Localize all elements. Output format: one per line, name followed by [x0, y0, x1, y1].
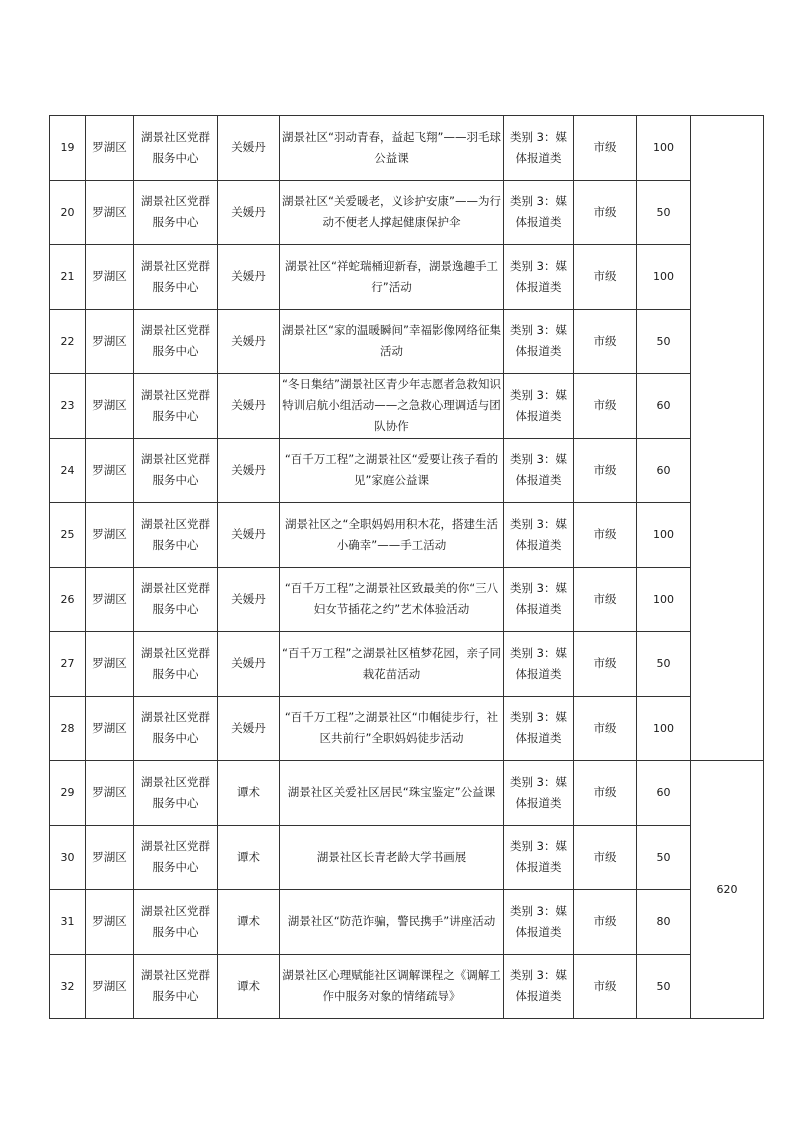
person-cell: 关媛丹	[218, 567, 280, 632]
person-cell: 关媛丹	[218, 374, 280, 439]
organization-cell: 湖景社区党群服务中心	[134, 761, 218, 826]
activity-title-cell: 湖景社区“祥蛇瑞桶迎新春，湖景逸趣手工行”活动	[280, 245, 504, 310]
level-cell: 市级	[574, 309, 637, 374]
category-cell: 类别 3：媒体报道类	[504, 245, 574, 310]
district-cell: 罗湖区	[86, 632, 134, 697]
district-cell: 罗湖区	[86, 890, 134, 955]
category-cell: 类别 3：媒体报道类	[504, 825, 574, 890]
level-cell: 市级	[574, 503, 637, 568]
category-cell: 类别 3：媒体报道类	[504, 696, 574, 761]
category-cell: 类别 3：媒体报道类	[504, 761, 574, 826]
score-cell: 100	[637, 503, 691, 568]
level-cell: 市级	[574, 954, 637, 1019]
district-cell: 罗湖区	[86, 567, 134, 632]
row-number: 30	[50, 825, 86, 890]
organization-cell: 湖景社区党群服务中心	[134, 696, 218, 761]
activity-title-cell: “百千万工程”之湖景社区“爱要让孩子看的见”家庭公益课	[280, 438, 504, 503]
organization-cell: 湖景社区党群服务中心	[134, 954, 218, 1019]
level-cell: 市级	[574, 761, 637, 826]
level-cell: 市级	[574, 180, 637, 245]
row-number: 27	[50, 632, 86, 697]
row-number: 26	[50, 567, 86, 632]
table-row	[50, 954, 764, 1019]
organization-cell: 湖景社区党群服务中心	[134, 890, 218, 955]
category-cell: 类别 3：媒体报道类	[504, 632, 574, 697]
level-cell: 市级	[574, 825, 637, 890]
organization-cell: 湖景社区党群服务中心	[134, 825, 218, 890]
activity-title-cell: 湖景社区长青老龄大学书画展	[280, 825, 504, 890]
organization-cell: 湖景社区党群服务中心	[134, 503, 218, 568]
activity-title-cell: 湖景社区“关爱暖老，义诊护安康”——为行动不便老人撑起健康保护伞	[280, 180, 504, 245]
table-row	[50, 567, 764, 632]
score-cell: 100	[637, 245, 691, 310]
table-row	[50, 890, 764, 955]
level-cell: 市级	[574, 116, 637, 181]
row-number: 29	[50, 761, 86, 826]
level-cell: 市级	[574, 245, 637, 310]
group-total-cell-empty	[691, 116, 764, 761]
person-cell: 谭术	[218, 825, 280, 890]
district-cell: 罗湖区	[86, 245, 134, 310]
activity-title-cell: 湖景社区之“全职妈妈用积木花，搭建生活小确幸”——手工活动	[280, 503, 504, 568]
district-cell: 罗湖区	[86, 438, 134, 503]
category-cell: 类别 3：媒体报道类	[504, 503, 574, 568]
activity-title-cell: “百千万工程”之湖景社区致最美的你“三八妇女节插花之约”艺术体验活动	[280, 567, 504, 632]
category-cell: 类别 3：媒体报道类	[504, 438, 574, 503]
district-cell: 罗湖区	[86, 180, 134, 245]
row-number: 23	[50, 374, 86, 439]
category-cell: 类别 3：媒体报道类	[504, 374, 574, 439]
table-body	[50, 116, 764, 1019]
table-row	[50, 761, 764, 826]
score-cell: 50	[637, 180, 691, 245]
score-cell: 80	[637, 890, 691, 955]
level-cell: 市级	[574, 567, 637, 632]
table-row	[50, 438, 764, 503]
score-cell: 50	[637, 954, 691, 1019]
table-row	[50, 632, 764, 697]
table-row	[50, 825, 764, 890]
row-number: 19	[50, 116, 86, 181]
district-cell: 罗湖区	[86, 696, 134, 761]
table-row	[50, 374, 764, 439]
category-cell: 类别 3：媒体报道类	[504, 954, 574, 1019]
person-cell: 关媛丹	[218, 116, 280, 181]
activity-title-cell: 湖景社区关爱社区居民“珠宝鉴定”公益课	[280, 761, 504, 826]
category-cell: 类别 3：媒体报道类	[504, 309, 574, 374]
table-row	[50, 245, 764, 310]
score-cell: 50	[637, 309, 691, 374]
person-cell: 关媛丹	[218, 438, 280, 503]
table-row	[50, 180, 764, 245]
score-cell: 100	[637, 116, 691, 181]
organization-cell: 湖景社区党群服务中心	[134, 567, 218, 632]
table-row	[50, 696, 764, 761]
person-cell: 谭术	[218, 890, 280, 955]
score-cell: 60	[637, 374, 691, 439]
row-number: 32	[50, 954, 86, 1019]
category-cell: 类别 3：媒体报道类	[504, 567, 574, 632]
person-cell: 关媛丹	[218, 503, 280, 568]
organization-cell: 湖景社区党群服务中心	[134, 632, 218, 697]
level-cell: 市级	[574, 890, 637, 955]
category-cell: 类别 3：媒体报道类	[504, 180, 574, 245]
organization-cell: 湖景社区党群服务中心	[134, 374, 218, 439]
group-total-cell: 620	[691, 761, 764, 1019]
organization-cell: 湖景社区党群服务中心	[134, 438, 218, 503]
row-number: 22	[50, 309, 86, 374]
activity-title-cell: 湖景社区心理赋能社区调解课程之《调解工作中服务对象的情绪疏导》	[280, 954, 504, 1019]
level-cell: 市级	[574, 374, 637, 439]
organization-cell: 湖景社区党群服务中心	[134, 116, 218, 181]
score-cell: 50	[637, 632, 691, 697]
category-cell: 类别 3：媒体报道类	[504, 116, 574, 181]
district-cell: 罗湖区	[86, 116, 134, 181]
activity-title-cell: “百千万工程”之湖景社区“巾帼徒步行，社区共前行”全职妈妈徒步活动	[280, 696, 504, 761]
row-number: 25	[50, 503, 86, 568]
person-cell: 关媛丹	[218, 632, 280, 697]
organization-cell: 湖景社区党群服务中心	[134, 180, 218, 245]
table-row	[50, 116, 764, 181]
person-cell: 关媛丹	[218, 309, 280, 374]
district-cell: 罗湖区	[86, 503, 134, 568]
score-cell: 50	[637, 825, 691, 890]
row-number: 31	[50, 890, 86, 955]
person-cell: 关媛丹	[218, 245, 280, 310]
level-cell: 市级	[574, 632, 637, 697]
score-cell: 100	[637, 567, 691, 632]
activity-title-cell: “冬日集结”湖景社区青少年志愿者急救知识特训启航小组活动——之急救心理调适与团队协作	[280, 374, 504, 439]
person-cell: 谭术	[218, 954, 280, 1019]
score-cell: 60	[637, 438, 691, 503]
district-cell: 罗湖区	[86, 954, 134, 1019]
row-number: 24	[50, 438, 86, 503]
activity-title-cell: 湖景社区“羽动青春，益起飞翔”——羽毛球公益课	[280, 116, 504, 181]
row-number: 20	[50, 180, 86, 245]
activity-title-cell: 湖景社区“防范诈骗，警民携手”讲座活动	[280, 890, 504, 955]
row-number: 28	[50, 696, 86, 761]
person-cell: 关媛丹	[218, 696, 280, 761]
table-row	[50, 309, 764, 374]
district-cell: 罗湖区	[86, 825, 134, 890]
organization-cell: 湖景社区党群服务中心	[134, 245, 218, 310]
person-cell: 谭术	[218, 761, 280, 826]
level-cell: 市级	[574, 438, 637, 503]
person-cell: 关媛丹	[218, 180, 280, 245]
activity-title-cell: 湖景社区“家的温暖瞬间”幸福影像网络征集活动	[280, 309, 504, 374]
activity-title-cell: “百千万工程”之湖景社区植梦花园，亲子同栽花苗活动	[280, 632, 504, 697]
level-cell: 市级	[574, 696, 637, 761]
district-cell: 罗湖区	[86, 309, 134, 374]
activity-table	[49, 115, 764, 1019]
category-cell: 类别 3：媒体报道类	[504, 890, 574, 955]
score-cell: 100	[637, 696, 691, 761]
row-number: 21	[50, 245, 86, 310]
district-cell: 罗湖区	[86, 374, 134, 439]
organization-cell: 湖景社区党群服务中心	[134, 309, 218, 374]
score-cell: 60	[637, 761, 691, 826]
table-row	[50, 503, 764, 568]
district-cell: 罗湖区	[86, 761, 134, 826]
